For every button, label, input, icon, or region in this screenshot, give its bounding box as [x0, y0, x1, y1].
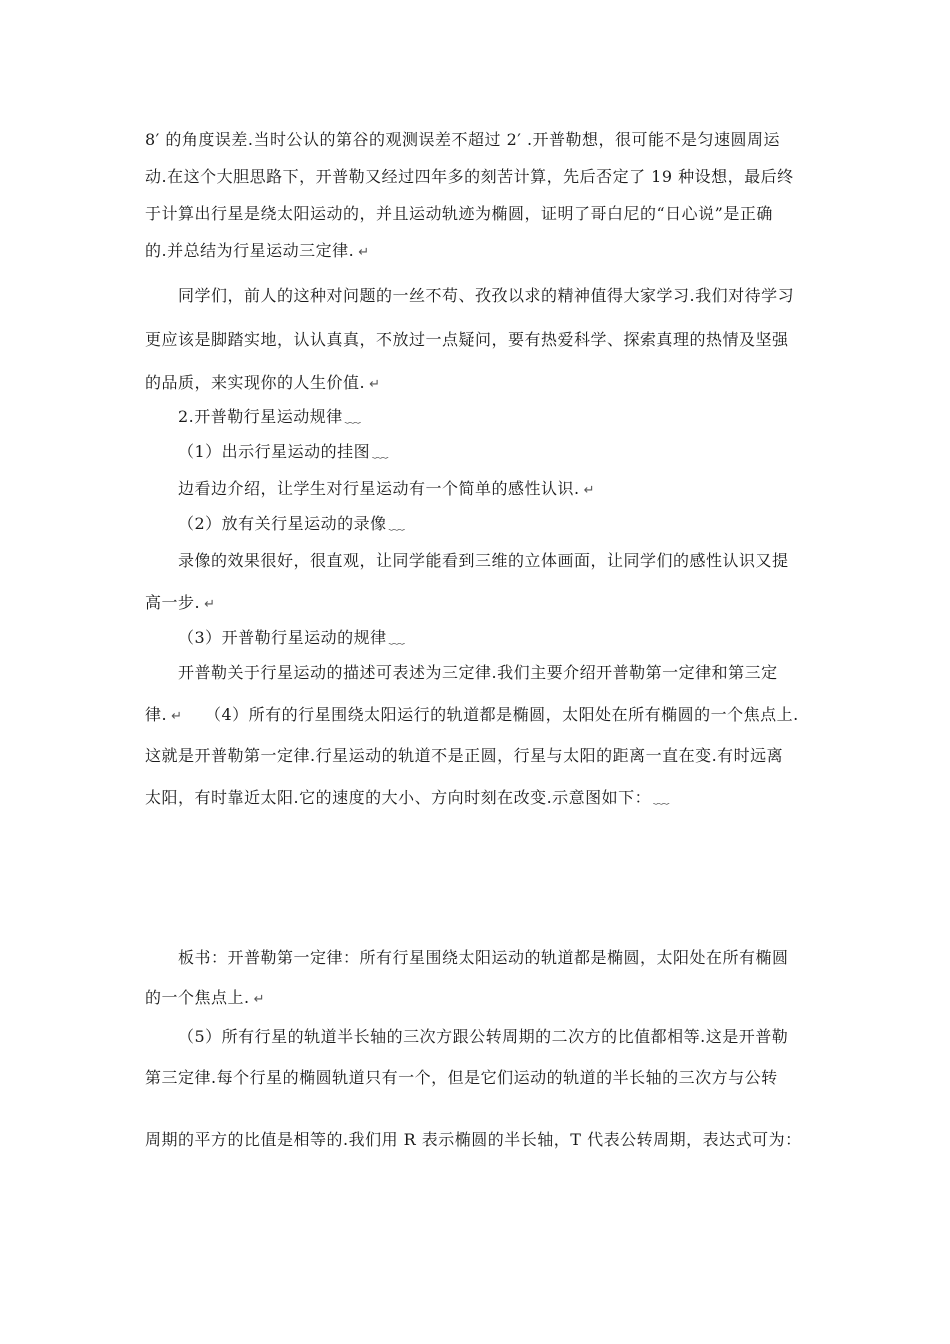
paragraph-mark: ↵ — [204, 597, 216, 612]
text-line: 8′ 的角度误差.当时公认的第谷的观测误差不超过 2′ .开普勒想，很可能不是匀速圆周运 — [145, 130, 781, 149]
line-break-mark: ﹏ — [653, 788, 670, 807]
paragraph-mark: ↵ — [358, 245, 370, 260]
text-line: 的.并总结为行星运动三定律. ↵ — [145, 241, 370, 260]
line-break-mark: ﹏ — [372, 442, 389, 461]
text-line: 于计算出行星是绕太阳运动的，并且运动轨迹为椭圆，证明了哥白尼的“日心说”是正确 — [145, 204, 773, 223]
line-break-mark: ﹏ — [388, 514, 406, 533]
text-line: 周期的平方的比值是相等的.我们用 R 表示椭圆的半长轴，T 代表公转周期，表达式可为： — [145, 1130, 802, 1149]
line-break-mark: ﹏ — [344, 407, 362, 426]
text-line: （4）所有的行星围绕太阳运行的轨道都是椭圆，太阳处在所有椭圆的一个焦点上. — [205, 705, 799, 724]
text-line: 边看边介绍，让学生对行星运动有一个简单的感性认识. ↵ — [178, 479, 595, 498]
text-line: 高一步. ↵ — [145, 593, 216, 612]
paragraph-mark: ↵ — [171, 709, 183, 724]
text-line: 动.在这个大胆思路下，开普勒又经过四年多的刻苦计算，先后否定了 19 种设想，最后终 — [145, 167, 794, 186]
paragraph-mark: ↵ — [583, 483, 595, 498]
text-line: 的品质，来实现你的人生价值. ↵ — [145, 373, 381, 392]
text-line: 太阳，有时靠近太阳.它的速度的大小、方向时刻在改变.示意图如下： ﹏ — [145, 788, 670, 807]
line-break-mark: ﹏ — [388, 628, 406, 647]
text-line: 这就是开普勒第一定律.行星运动的轨道不是正圆，行星与太阳的距离一直在变.有时远离 — [145, 746, 784, 765]
section-heading: 2.开普勒行星运动规律 ﹏ — [178, 407, 362, 426]
subsection-heading: （3）开普勒行星运动的规律 ﹏ — [178, 628, 406, 647]
paragraph-mark: ↵ — [253, 992, 265, 1007]
subsection-heading: （1）出示行星运动的挂图 ﹏ — [178, 442, 389, 461]
text-line: 开普勒关于行星运动的描述可表述为三定律.我们主要介绍开普勒第一定律和第三定 — [178, 663, 778, 682]
paragraph-mark: ↵ — [369, 377, 381, 392]
text-line: 同学们，前人的这种对问题的一丝不苟、孜孜以求的精神值得大家学习.我们对待学习 — [178, 286, 795, 305]
text-line: 律. ↵ — [145, 705, 183, 724]
text-line: 板书：开普勒第一定律：所有行星围绕太阳运动的轨道都是椭圆，太阳处在所有椭圆 — [178, 948, 789, 967]
text-line: 更应该是脚踏实地，认认真真，不放过一点疑问，要有热爱科学、探索真理的热情及坚强 — [145, 330, 789, 349]
text-line: 的一个焦点上. ↵ — [145, 988, 265, 1007]
text-line: 录像的效果很好，很直观，让同学能看到三维的立体画面，让同学们的感性认识又提 — [178, 551, 789, 570]
text-line: 第三定律.每个行星的椭圆轨道只有一个，但是它们运动的轨道的半长轴的三次方与公转 — [145, 1068, 778, 1087]
text-line: （5）所有行星的轨道半长轴的三次方跟公转周期的二次方的比值都相等.这是开普勒 — [178, 1027, 789, 1046]
subsection-heading: （2）放有关行星运动的录像 ﹏ — [178, 514, 406, 533]
